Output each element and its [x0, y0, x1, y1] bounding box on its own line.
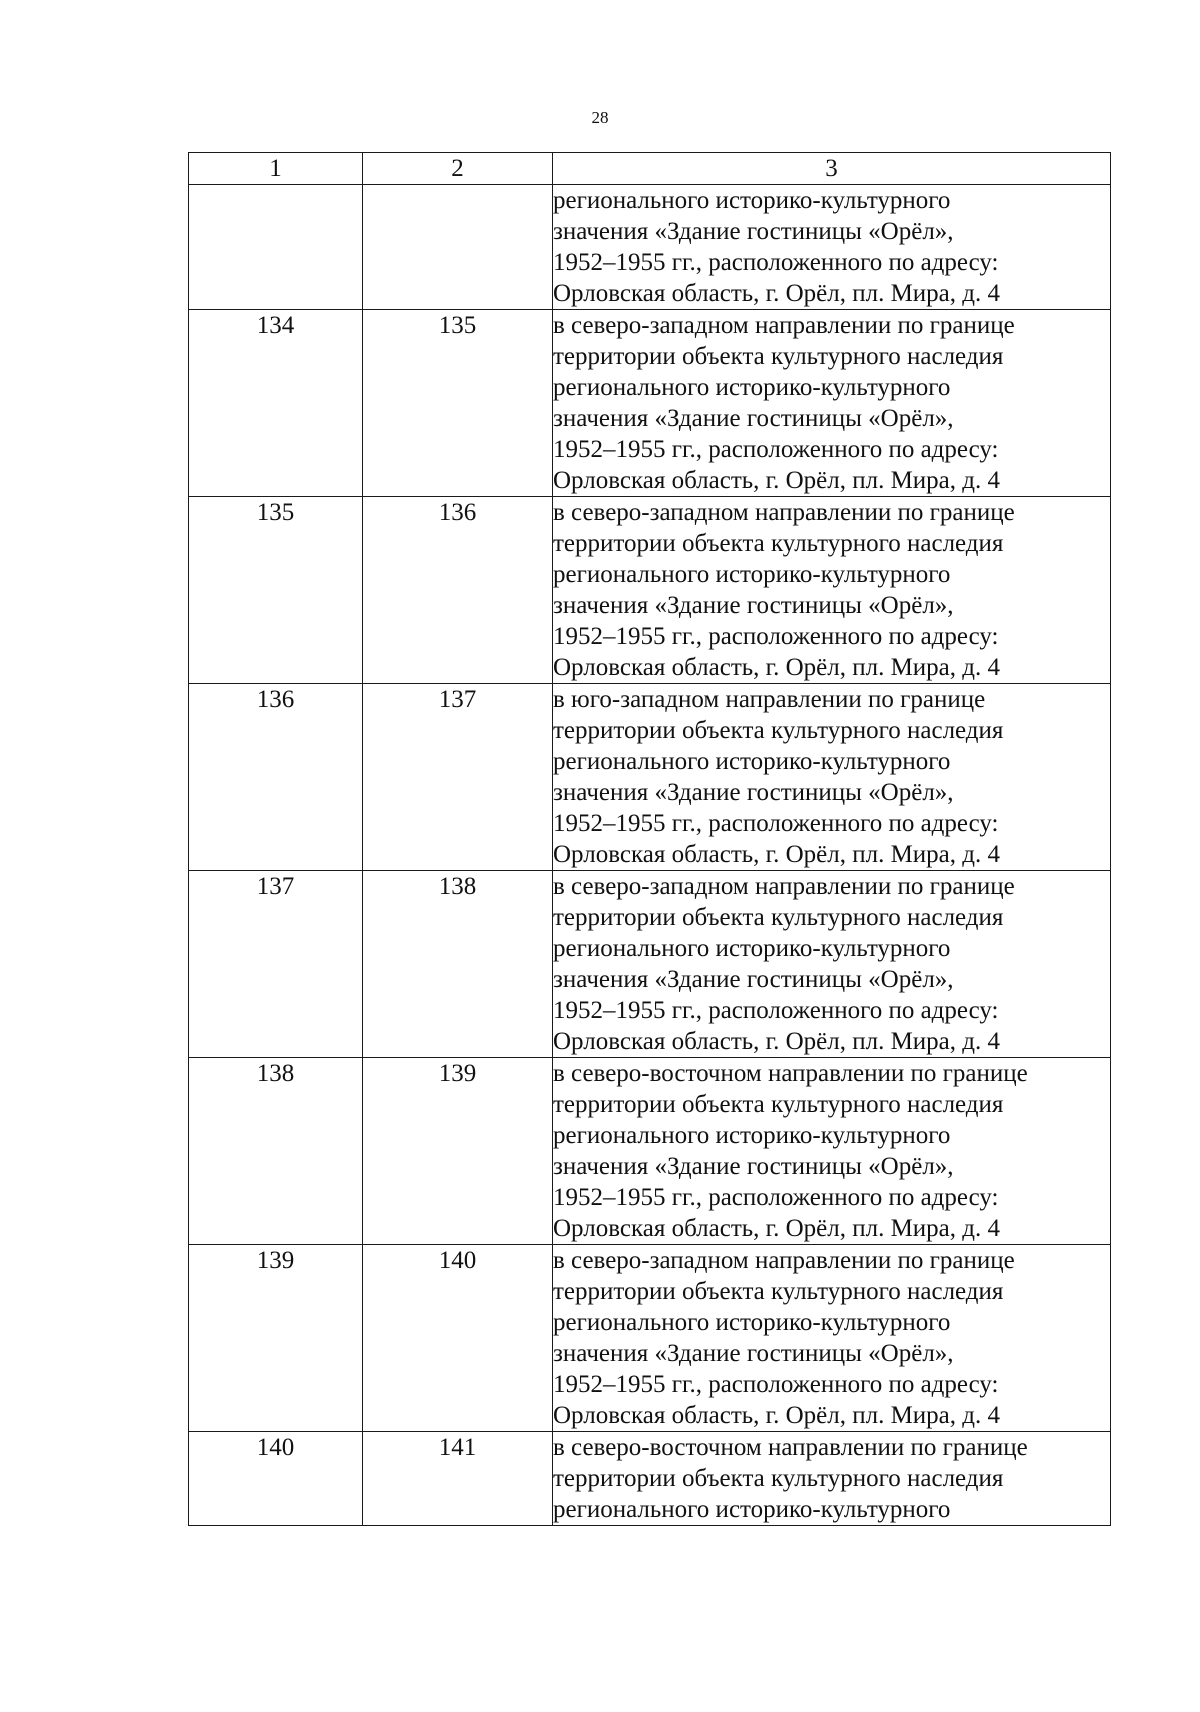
column-header-1: 1 — [189, 153, 363, 185]
description-line: территории объекта культурного наследия — [553, 343, 1004, 370]
description-line: Орловская область, г. Орёл, пл. Мира, д. 4 — [553, 467, 1000, 494]
description-line: значения «Здание гостиницы «Орёл», — [553, 966, 954, 993]
column-header-3: 3 — [553, 153, 1111, 185]
description-line: в юго-западном направлении по границе — [553, 686, 986, 713]
point-to-cell: 137 — [363, 684, 553, 871]
boundary-description-cell — [553, 1432, 1111, 1526]
description-line: регионального историко-культурного — [553, 374, 951, 401]
boundary-description-cell — [553, 185, 1111, 310]
description-line: регионального историко-культурного — [553, 748, 951, 775]
point-from-cell: 137 — [189, 871, 363, 1058]
description-line: регионального историко-культурного — [553, 935, 951, 962]
point-from-cell: 138 — [189, 1058, 363, 1245]
description-line: регионального историко-культурного — [553, 187, 951, 214]
point-from-cell — [189, 185, 363, 310]
table-row — [189, 1245, 1111, 1432]
point-to-cell: 140 — [363, 1245, 553, 1432]
description-line: 1952–1955 гг., расположенного по адресу: — [553, 623, 999, 650]
description-line: 1952–1955 гг., расположенного по адресу: — [553, 810, 999, 837]
page-number: 28 — [591, 108, 609, 127]
table-row — [189, 185, 1111, 310]
point-from-cell: 135 — [189, 497, 363, 684]
point-to-cell: 135 — [363, 310, 553, 497]
description-line: 1952–1955 гг., расположенного по адресу: — [553, 1184, 999, 1211]
table-body — [189, 153, 1111, 1526]
description-line: в северо-западном направлении по границе — [553, 312, 1015, 339]
description-line: территории объекта культурного наследия — [553, 1091, 1004, 1118]
description-line: Орловская область, г. Орёл, пл. Мира, д. 4 — [553, 1402, 1000, 1429]
description-line: территории объекта культурного наследия — [553, 1278, 1004, 1305]
description-line: значения «Здание гостиницы «Орёл», — [553, 405, 954, 432]
description-line: 1952–1955 гг., расположенного по адресу: — [553, 997, 999, 1024]
description-line: в северо-западном направлении по границе — [553, 1247, 1015, 1274]
point-to-cell: 139 — [363, 1058, 553, 1245]
point-to-cell: 138 — [363, 871, 553, 1058]
description-line: территории объекта культурного наследия — [553, 904, 1004, 931]
description-line: 1952–1955 гг., расположенного по адресу: — [553, 436, 999, 463]
description-line: в северо-западном направлении по границе — [553, 873, 1015, 900]
description-line: территории объекта культурного наследия — [553, 1465, 1004, 1492]
boundary-description-cell — [553, 871, 1111, 1058]
point-from-cell: 136 — [189, 684, 363, 871]
description-line: значения «Здание гостиницы «Орёл», — [553, 218, 954, 245]
boundary-points-table — [188, 152, 1111, 1526]
description-line: Орловская область, г. Орёл, пл. Мира, д. 4 — [553, 654, 1000, 681]
description-line: значения «Здание гостиницы «Орёл», — [553, 1340, 954, 1367]
boundary-description-cell — [553, 1058, 1111, 1245]
description-line: 1952–1955 гг., расположенного по адресу: — [553, 1371, 999, 1398]
description-line: 1952–1955 гг., расположенного по адресу: — [553, 249, 999, 276]
description-line: в северо-восточном направлении по границе — [553, 1060, 1028, 1087]
description-line: регионального историко-культурного — [553, 1309, 951, 1336]
description-line: в северо-восточном направлении по границе — [553, 1434, 1028, 1461]
column-header-2: 2 — [363, 153, 553, 185]
description-line: регионального историко-культурного — [553, 1496, 951, 1523]
description-line: территории объекта культурного наследия — [553, 530, 1004, 557]
boundary-description-cell — [553, 310, 1111, 497]
description-line: значения «Здание гостиницы «Орёл», — [553, 779, 954, 806]
description-line: значения «Здание гостиницы «Орёл», — [553, 1153, 954, 1180]
boundary-description-cell — [553, 1245, 1111, 1432]
description-line: Орловская область, г. Орёл, пл. Мира, д. 4 — [553, 841, 1000, 868]
table-header-row — [189, 153, 1111, 185]
table-row — [189, 497, 1111, 684]
table-row — [189, 1058, 1111, 1245]
description-line: территории объекта культурного наследия — [553, 717, 1004, 744]
description-line: регионального историко-культурного — [553, 1122, 951, 1149]
point-from-cell: 134 — [189, 310, 363, 497]
point-from-cell: 140 — [189, 1432, 363, 1526]
table-row — [189, 684, 1111, 871]
description-line: Орловская область, г. Орёл, пл. Мира, д. 4 — [553, 1215, 1000, 1242]
description-line: значения «Здание гостиницы «Орёл», — [553, 592, 954, 619]
point-to-cell: 141 — [363, 1432, 553, 1526]
description-line: в северо-западном направлении по границе — [553, 499, 1015, 526]
table-row — [189, 310, 1111, 497]
point-to-cell: 136 — [363, 497, 553, 684]
point-from-cell: 139 — [189, 1245, 363, 1432]
point-to-cell — [363, 185, 553, 310]
boundary-description-cell — [553, 684, 1111, 871]
table-row — [189, 871, 1111, 1058]
description-line: регионального историко-культурного — [553, 561, 951, 588]
description-line: Орловская область, г. Орёл, пл. Мира, д. 4 — [553, 280, 1000, 307]
table-row — [189, 1432, 1111, 1526]
boundary-description-cell — [553, 497, 1111, 684]
description-line: Орловская область, г. Орёл, пл. Мира, д. 4 — [553, 1028, 1000, 1055]
